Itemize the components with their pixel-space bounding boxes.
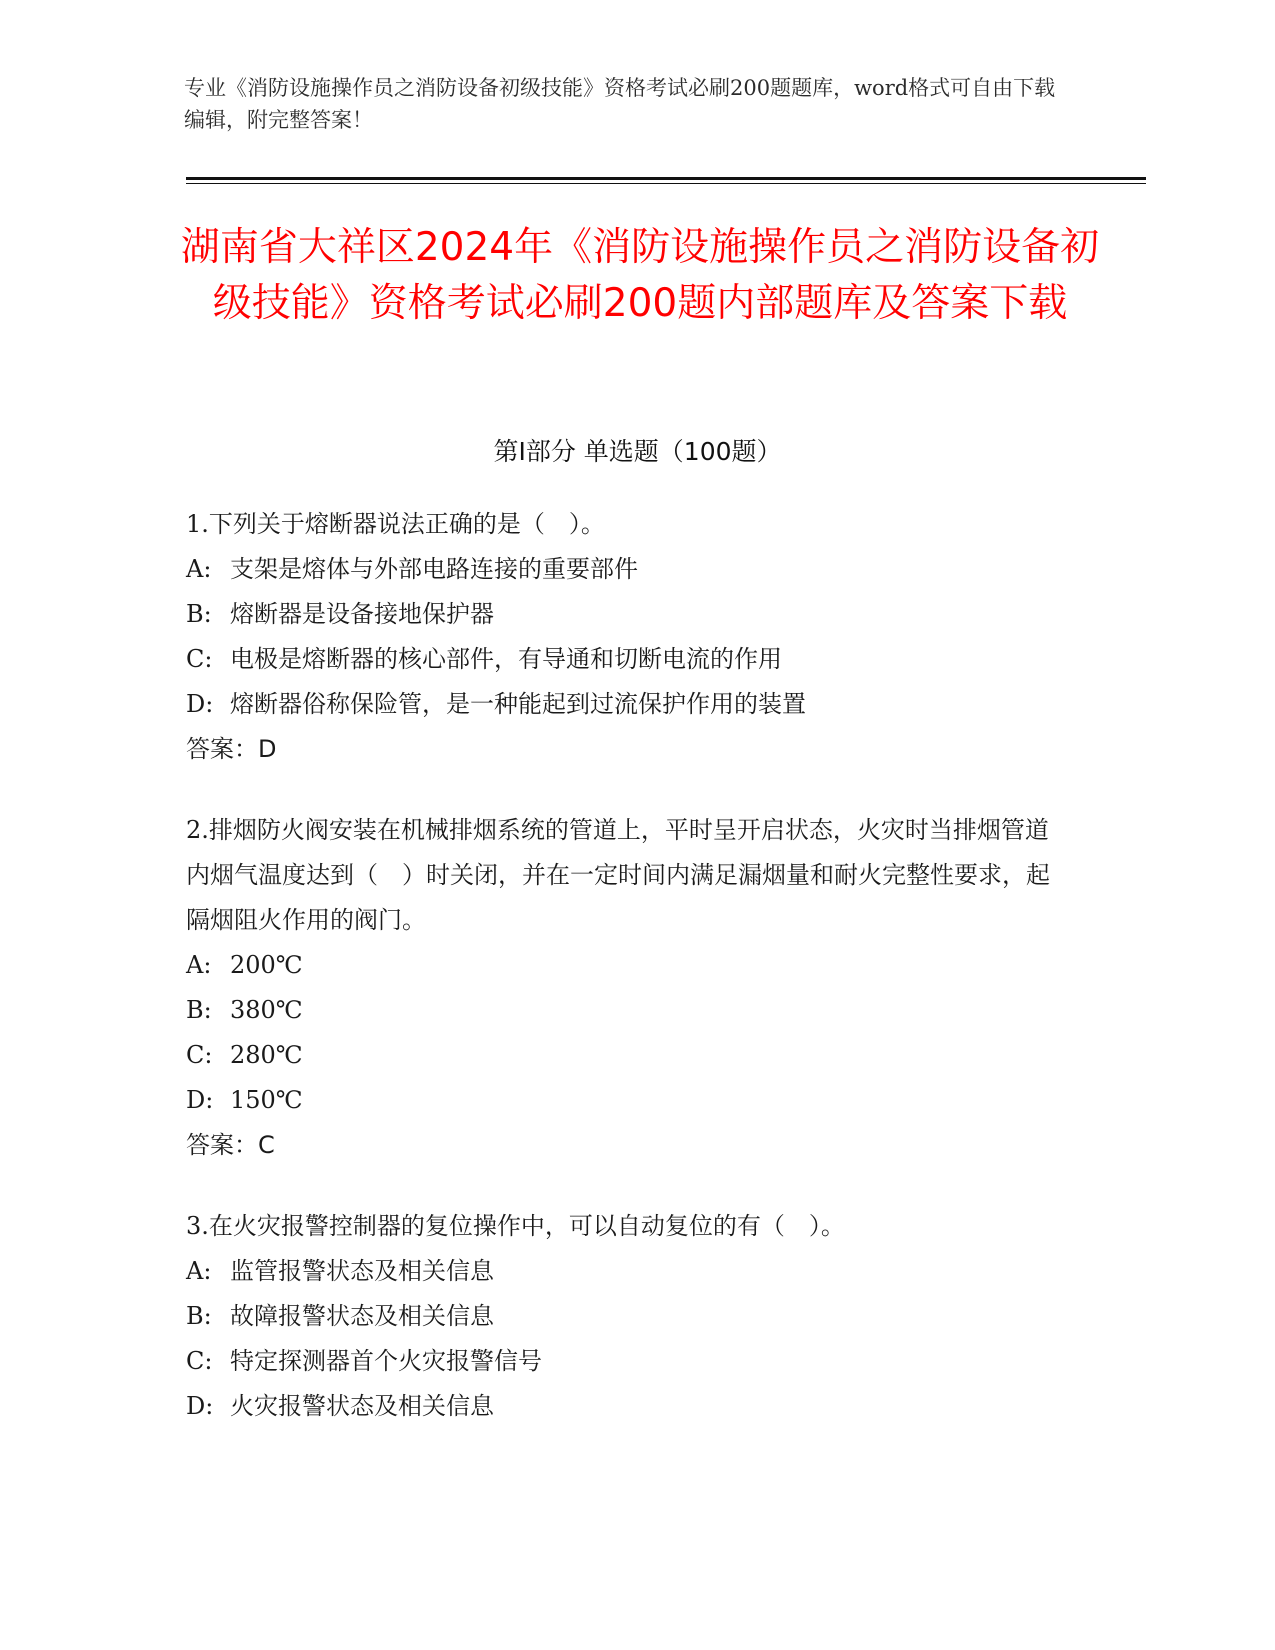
option-a xyxy=(186,547,1056,592)
option-text: 熔断器是设备接地保护器 xyxy=(230,600,494,628)
option-letter: A: xyxy=(186,1257,212,1285)
option-text: 火灾报警状态及相关信息 xyxy=(230,1392,494,1420)
option-letter: C: xyxy=(186,1347,213,1375)
document-title: 湖南省大祥区2024年《消防设施操作员之消防设备初级技能》资格考试必刷200题内部题库及答案下载 xyxy=(180,225,1100,326)
option-text: 电极是熔断器的核心部件，有导通和切断电流的作用 xyxy=(230,645,782,673)
option-b xyxy=(186,1294,1056,1339)
option-letter: D: xyxy=(186,690,214,718)
option-d xyxy=(186,1384,1056,1429)
option-c xyxy=(186,637,1056,682)
option-text: 熔断器俗称保险管，是一种能起到过流保护作用的装置 xyxy=(230,690,806,718)
option-letter: C: xyxy=(186,645,213,673)
option-text: 支架是熔体与外部电路连接的重要部件 xyxy=(230,555,638,583)
question-stem: 1.下列关于熔断器说法正确的是（ ）。 xyxy=(186,510,605,538)
question-3 xyxy=(186,1204,1056,1429)
question-1 xyxy=(186,502,1056,772)
option-text: 监管报警状态及相关信息 xyxy=(230,1257,494,1285)
option-b xyxy=(186,988,1056,1033)
option-b xyxy=(186,592,1056,637)
option-letter: B: xyxy=(186,600,212,628)
question-2 xyxy=(186,808,1056,1168)
option-letter: B: xyxy=(186,996,212,1024)
option-d xyxy=(186,1078,1056,1123)
option-d xyxy=(186,682,1056,727)
option-text: 故障报警状态及相关信息 xyxy=(230,1302,494,1330)
option-text: 200℃ xyxy=(230,951,303,979)
option-letter: B: xyxy=(186,1302,212,1330)
answer: 答案：C xyxy=(186,1131,275,1159)
option-letter: A: xyxy=(186,951,212,979)
option-a xyxy=(186,943,1056,988)
question-stem: 3.在火灾报警控制器的复位操作中，可以自动复位的有（ ）。 xyxy=(186,1212,845,1240)
header-divider-thin xyxy=(186,183,1146,184)
option-letter: A: xyxy=(186,555,212,583)
option-letter: C: xyxy=(186,1041,213,1069)
question-stem: 2.排烟防火阀安装在机械排烟系统的管道上，平时呈开启状态，火灾时当排烟管道内烟气温度达到（ ）时关闭，并在一定时间内满足漏烟量和耐火完整性要求，起隔烟阻火作用的阀门。 xyxy=(186,816,1050,934)
section-heading: 第Ⅰ部分 单选题（100题） xyxy=(493,437,782,466)
option-letter: D: xyxy=(186,1086,214,1114)
option-c xyxy=(186,1033,1056,1078)
option-text: 280℃ xyxy=(230,1041,303,1069)
option-text: 特定探测器首个火灾报警信号 xyxy=(230,1347,542,1375)
option-c xyxy=(186,1339,1056,1384)
option-letter: D: xyxy=(186,1392,214,1420)
header-divider-thick xyxy=(186,177,1146,180)
option-a xyxy=(186,1249,1056,1294)
option-text: 150℃ xyxy=(230,1086,303,1114)
answer: 答案：D xyxy=(186,735,277,763)
header-note: 专业《消防设施操作员之消防设备初级技能》资格考试必刷200题题库，word格式可自由下载编辑，附完整答案！ xyxy=(184,76,1056,132)
option-text: 380℃ xyxy=(230,996,303,1024)
